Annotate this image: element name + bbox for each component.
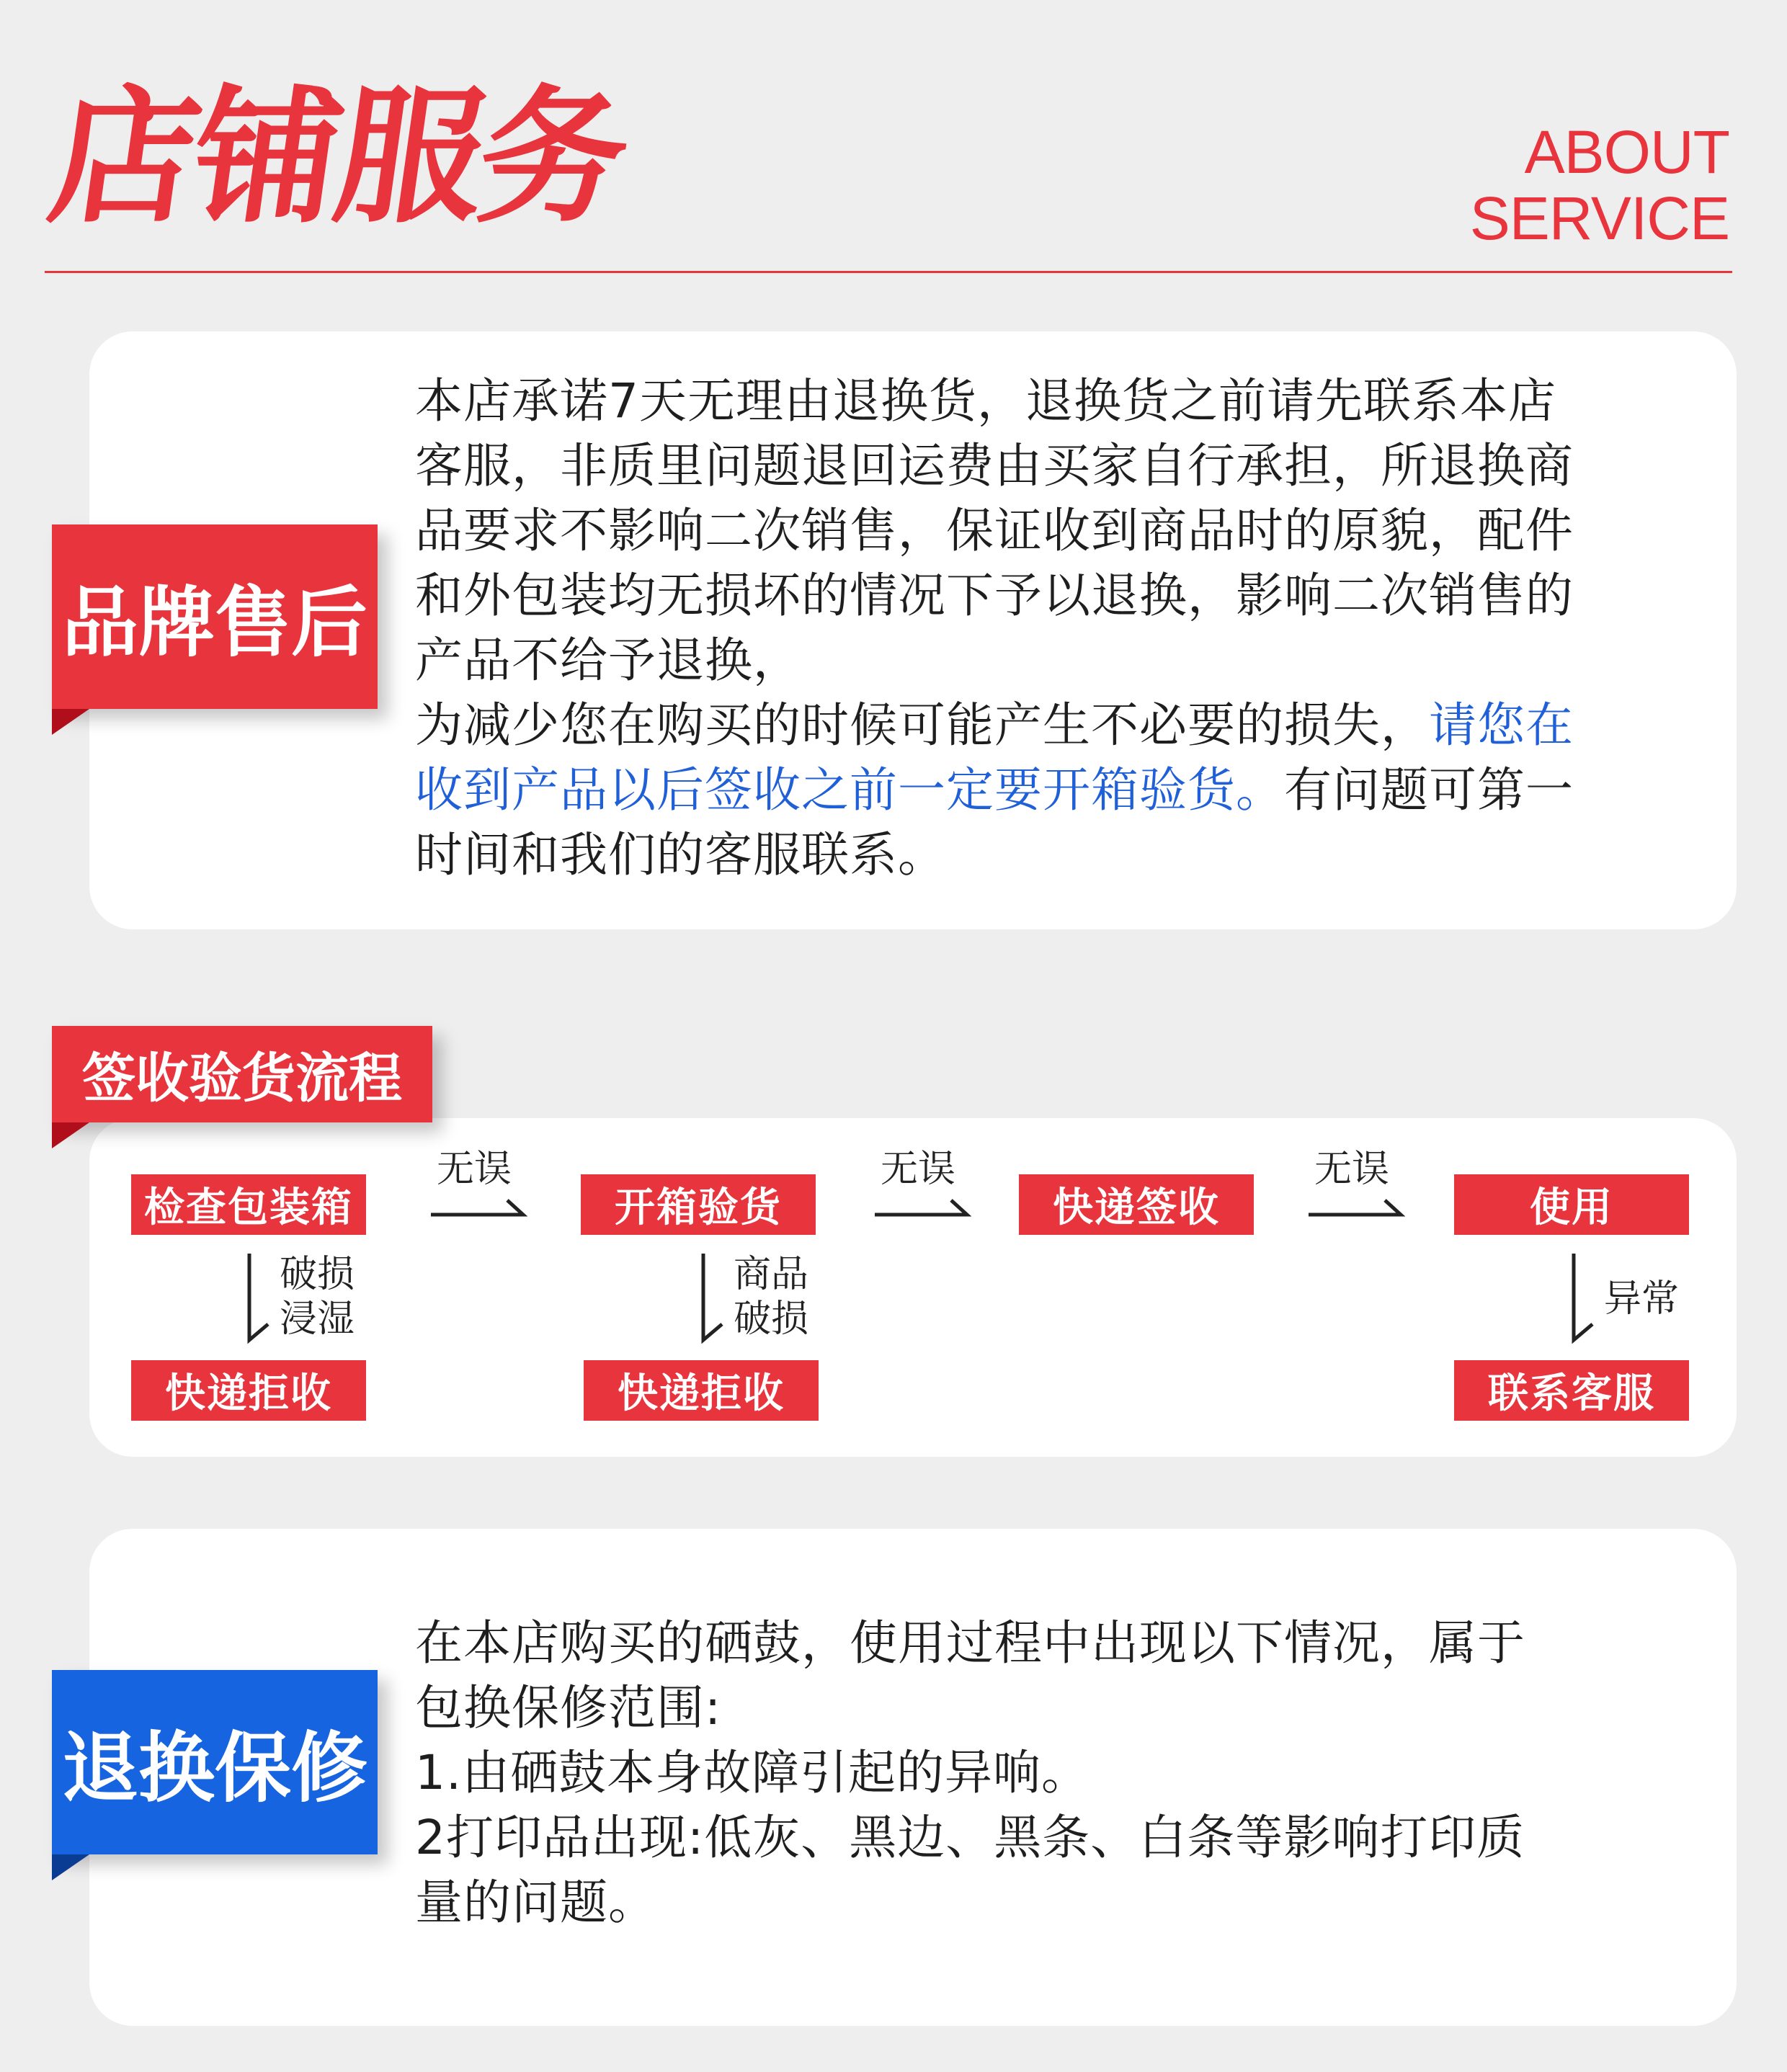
- step-open-box: 开箱验货: [581, 1174, 816, 1235]
- flow-tag: 签收验货流程: [52, 1026, 432, 1122]
- after-sales-line: 本店承诺7天无理由退换货，退换货之前请先联系本店: [415, 373, 1556, 429]
- warranty-tag-fold: [52, 1854, 89, 1880]
- branch1-label: [280, 1252, 355, 1341]
- warranty-line: 1.由硒鼓本身故障引起的异响。: [415, 1745, 1089, 1800]
- ok-label: 无误: [437, 1148, 512, 1191]
- warranty-line: 在本店购买的硒鼓，使用过程中出现以下情况，属于: [415, 1615, 1525, 1671]
- right-arrow-icon: [1307, 1190, 1405, 1219]
- right-arrow-icon: [429, 1190, 527, 1219]
- after-sales-line: [415, 693, 1709, 758]
- after-sales-line: 时间和我们的客服联系。: [415, 827, 946, 883]
- ok-label: 无误: [881, 1148, 956, 1191]
- right-arrow-icon: [873, 1190, 971, 1219]
- about-label: ABOUT: [1524, 118, 1729, 186]
- about-service-heading: [1470, 119, 1729, 251]
- warranty-line: 2打印品出现:低灰、黑边、黑条、白条等影响打印质: [415, 1810, 1525, 1865]
- reject-box-1: 快递拒收: [131, 1360, 366, 1421]
- after-sales-normal-text: 有问题可第一: [1284, 762, 1574, 818]
- step-sign: 快递签收: [1019, 1174, 1254, 1235]
- after-sales-text: [415, 369, 1709, 888]
- after-sales-line: 和外包装均无损坏的情况下予以退换，影响二次销售的: [415, 568, 1574, 623]
- flow-tag-fold: [52, 1122, 89, 1148]
- warranty-tag: 退换保修: [52, 1670, 378, 1854]
- after-sales-normal-text: 为减少您在购买的时候可能产生不必要的损失，: [415, 697, 1429, 753]
- warranty-line: 量的问题。: [415, 1875, 656, 1930]
- after-sales-line: [415, 758, 1709, 823]
- after-sales-line: 品要求不影响二次销售，保证收到商品时的原貌，配件: [415, 503, 1574, 558]
- service-label: SERVICE: [1469, 184, 1729, 252]
- branch2-label: [734, 1252, 808, 1341]
- branch1-label-line: 浸湿: [280, 1298, 355, 1341]
- page-title: 店铺服务: [40, 73, 635, 244]
- after-sales-line: 产品不给予退换，: [415, 633, 801, 688]
- warranty-line: 包换保修范围:: [415, 1680, 722, 1736]
- after-sales-line: 客服，非质里问题退回运费由买家自行承担，所退换商: [415, 438, 1574, 494]
- contact-service-box: 联系客服: [1454, 1360, 1689, 1421]
- reject-box-2: 快递拒收: [584, 1360, 819, 1421]
- branch2-label-line: 商品: [734, 1253, 809, 1296]
- branch1-label-line: 破损: [280, 1253, 355, 1296]
- after-sales-tag-fold: [52, 709, 89, 735]
- after-sales-highlight-text: 收到产品以后签收之前一定要开箱验货。: [415, 762, 1284, 818]
- warranty-text: [415, 1611, 1709, 1935]
- branch4-label: 异常: [1604, 1277, 1680, 1321]
- down-arrow-icon: [1559, 1252, 1595, 1346]
- after-sales-tag: 品牌售后: [52, 524, 378, 709]
- after-sales-highlight-text: 请您在: [1429, 697, 1574, 753]
- branch2-label-line: 破损: [734, 1298, 809, 1341]
- step-use: 使用: [1454, 1174, 1689, 1235]
- step-check-box: 检查包装箱: [131, 1174, 366, 1235]
- down-arrow-icon: [689, 1252, 725, 1346]
- ok-label: 无误: [1314, 1148, 1390, 1191]
- header-divider: [45, 271, 1732, 273]
- down-arrow-icon: [235, 1252, 271, 1346]
